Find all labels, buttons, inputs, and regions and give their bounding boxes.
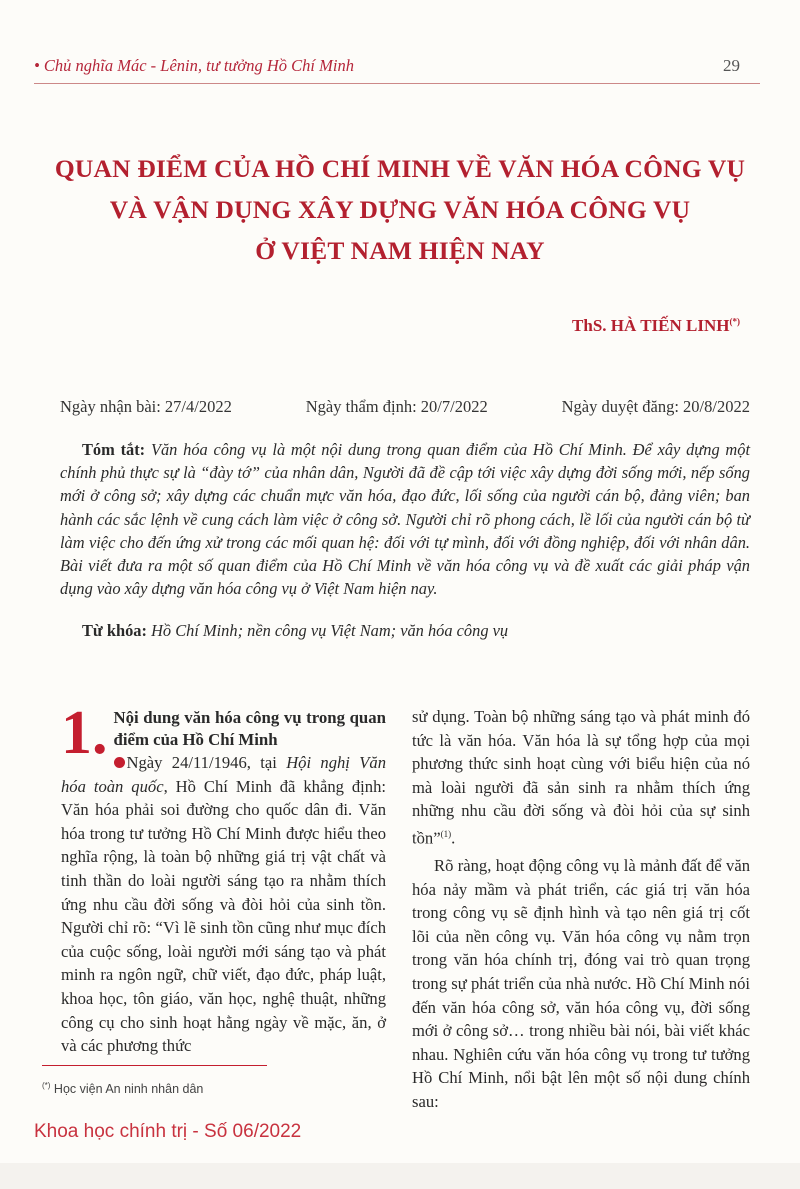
section-body: , Hồ Chí Minh đã khẳng định: Văn hóa phải soi đường cho quốc dân đi. Văn hóa trong tư tưởng Hồ Chí Minh được hiểu theo nghĩa rộng, là toàn bộ những giá trị vật chất và tinh thần do loài người sáng tạo ra nhằm thích ứng nhu cầu đời sống và đòi hỏi của sinh tồn. Người chỉ rõ: “Vì lẽ sinh tồn cũng như mục đích của cuộc sống, loài người mới sáng tạo và phát minh ra ngôn ngữ, chữ viết, đạo đức, pháp luật, khoa học, tôn giáo, văn học, nghệ thuật, những công cụ cho sinh hoạt hằng ngày về mặc, ăn, ở và các phương thức bbox=[61, 776, 386, 1056]
right-column bbox=[412, 705, 750, 1114]
left-column bbox=[61, 699, 386, 1058]
right-paragraph-1-end: . bbox=[451, 828, 456, 848]
footnote bbox=[42, 1081, 203, 1096]
footnote-marker: (*) bbox=[42, 1081, 51, 1090]
page-number: 29 bbox=[723, 56, 740, 75]
right-paragraph-1-text: sử dụng. Toàn bộ những sáng tạo và phát minh đó tức là văn hóa. Văn hóa là sự tổng hợp của mọi phương thức sinh hoạt cùng với biểu hiện của nó mà loài người đã sản sinh ra nhằm thích ứng những nhu cầu đời sống và đòi hỏi của sự sinh tồn” bbox=[412, 707, 750, 848]
keywords bbox=[60, 621, 750, 641]
author bbox=[572, 316, 740, 336]
title-line-3: Ở VIỆT NAM HIỆN NAY bbox=[255, 236, 545, 265]
right-paragraph-1 bbox=[412, 705, 750, 850]
article-title bbox=[40, 148, 760, 271]
date-approved: Ngày duyệt đăng: 20/8/2022 bbox=[561, 397, 750, 416]
header-divider bbox=[34, 83, 760, 84]
right-paragraph-2: Rõ ràng, hoạt động công vụ là mảnh đất để văn hóa nảy mầm và phát triển, các giá trị văn hóa trong công vụ sẽ định hình và tạo nên giá trị cốt lõi của nền công vụ. Văn hóa công vụ nằm trọn trong văn hóa chính trị, đóng vai trò quan trọng trong sự phát triển của nhà nước. Hồ Chí Minh nói đến văn hóa công sở, văn hóa công vụ, đời sống mới ở công sở… trong nhiều bài nói, bài viết khác nhau. Nghiên cứu văn hóa công vụ trong tư tưởng Hồ Chí Minh, nổi bật lên một số nội dung chính sau: bbox=[412, 856, 750, 1112]
abstract-text: Văn hóa công vụ là một nội dung trong quan điểm của Hồ Chí Minh. Để xây dựng một chính phủ thực sự là “đày tớ” của nhân dân, Người đã đề cập tới việc xây dựng đời sống mới, nếp sống mới ở công sở; xây dựng các chuẩn mực văn hóa, đạo đức, lối sống của người cán bộ, đảng viên; ban hành các sắc lệnh về cung cách làm việc ở công sở. Người chỉ rõ phong cách, lề lối của người cán bộ từ làm việc cho đến ứng xử trong các mối quan hệ: đối với tự mình, đối với đồng nghiệp, đối với nhân dân. Bài viết đưa ra một số quan điểm của Hồ Chí Minh về văn hóa công vụ và đề xuất các giải pháp vận dụng vào xây dựng văn hóa công vụ ở Việt Nam hiện nay. bbox=[60, 440, 751, 599]
author-name: ThS. HÀ TIẾN LINH bbox=[572, 316, 730, 335]
running-title: • Chủ nghĩa Mác - Lênin, tư tưởng Hồ Chí Minh bbox=[34, 56, 354, 75]
conference-name: Hội nghị Văn hóa toàn quốc bbox=[61, 753, 386, 796]
keywords-label: Từ khóa: bbox=[82, 621, 147, 640]
abstract bbox=[60, 438, 750, 600]
citation-ref-1: (1) bbox=[440, 828, 452, 839]
running-header bbox=[34, 56, 740, 82]
section-heading: Nội dung văn hóa công vụ trong quan điểm của Hồ Chí Minh bbox=[113, 708, 386, 749]
section-lead: Ngày 24/11/1946, tại bbox=[126, 753, 287, 772]
red-bullet-icon bbox=[114, 757, 125, 768]
title-line-1: QUAN ĐIỂM CỦA HỒ CHÍ MINH VỀ VĂN HÓA CÔNG VỤ bbox=[54, 154, 746, 183]
date-received: Ngày nhận bài: 27/4/2022 bbox=[60, 397, 232, 416]
footnote-divider bbox=[42, 1065, 267, 1066]
footnote-text: Học viện An ninh nhân dân bbox=[50, 1082, 204, 1097]
title-line-2: VÀ VẬN DỤNG XÂY DỰNG VĂN HÓA CÔNG VỤ bbox=[109, 195, 691, 224]
section-number: 1. bbox=[61, 699, 108, 767]
date-reviewed: Ngày thẩm định: 20/7/2022 bbox=[305, 397, 488, 416]
journal-footer: Khoa học chính trị - Số 06/2022 bbox=[34, 1121, 302, 1142]
article-dates bbox=[60, 397, 750, 417]
keywords-text: Hồ Chí Minh; nền công vụ Việt Nam; văn hóa công vụ bbox=[151, 621, 509, 640]
page-bottom-edge bbox=[0, 1163, 800, 1189]
author-footnote-marker: (*) bbox=[729, 316, 740, 327]
abstract-label: Tóm tắt: bbox=[82, 440, 146, 459]
